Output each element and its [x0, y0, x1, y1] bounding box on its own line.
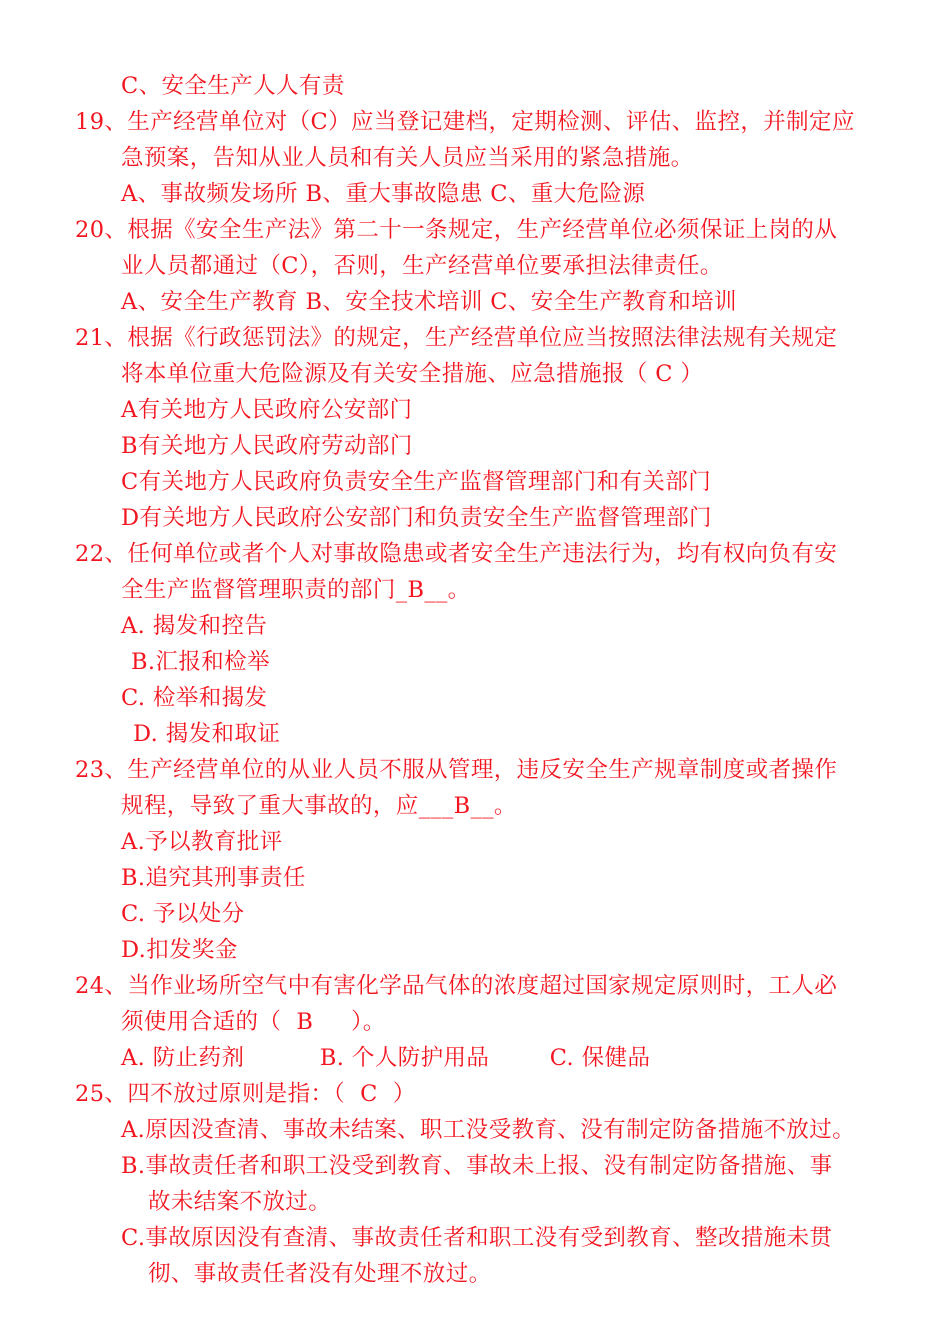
- question-21-text: 21、根据《行政惩罚法》的规定，生产经营单位应当按照法律法规有关规定: [75, 325, 838, 351]
- question-25-option-c-cont: 彻、事故责任者没有处理不放过。: [148, 1261, 492, 1287]
- question-24-text-cont: 须使用合适的（ B ）。: [121, 1009, 386, 1035]
- question-25-option-b: B.事故责任者和职工没受到教育、事故未上报、没有制定防备措施、事: [121, 1153, 833, 1179]
- question-23-option-c: C. 予以处分: [121, 901, 245, 927]
- question-22-option-c: C. 检举和揭发: [121, 685, 268, 711]
- question-19-text-cont: 急预案，告知从业人员和有关人员应当采用的紧急措施。: [121, 145, 694, 171]
- question-25-option-b-cont: 故未结案不放过。: [148, 1189, 332, 1215]
- question-24-options: A. 防止药剂 B. 个人防护用品 C. 保健品: [121, 1045, 651, 1071]
- question-22-text: 22、任何单位或者个人对事故隐患或者安全生产违法行为，均有权向负有安: [75, 541, 838, 567]
- question-20-options: A、安全生产教育 B、安全技术培训 C、安全生产教育和培训: [121, 289, 737, 315]
- question-20-text: 20、根据《安全生产法》第二十一条规定，生产经营单位必须保证上岗的从: [75, 217, 838, 243]
- question-21-option-d: D有关地方人民政府公安部门和负责安全生产监督管理部门: [121, 505, 712, 531]
- question-23-option-d: D.扣发奖金: [121, 937, 238, 963]
- question-25-option-c: C.事故原因没有查清、事故责任者和职工没有受到教育、整改措施未贯: [121, 1225, 833, 1251]
- question-19-options: A、事故频发场所 B、重大事故隐患 C、重大危险源: [121, 181, 646, 207]
- question-22-text-cont: 全生产监督管理职责的部门_B__。: [121, 577, 471, 603]
- question-19-text: 19、生产经营单位对（C）应当登记建档，定期检测、评估、监控，并制定应: [75, 109, 855, 135]
- question-21-option-c: C有关地方人民政府负责安全生产监督管理部门和有关部门: [121, 469, 712, 495]
- question-22-option-d: D. 揭发和取证: [133, 721, 281, 747]
- question-22-option-a: A. 揭发和控告: [121, 613, 268, 639]
- question-25-text: 25、四不放过原则是指：（ C ）: [75, 1081, 416, 1107]
- question-25-option-a: A.原因没查清、事故未结案、职工没受教育、没有制定防备措施不放过。: [121, 1117, 856, 1143]
- question-23-text: 23、生产经营单位的从业人员不服从管理，违反安全生产规章制度或者操作: [75, 757, 838, 783]
- question-21-option-b: B有关地方人民政府劳动部门: [121, 433, 413, 459]
- question-23-text-cont: 规程，导致了重大事故的，应___B__。: [121, 793, 517, 819]
- question-21-text-cont: 将本单位重大危险源及有关安全措施、应急措施报（ C ）: [121, 361, 704, 387]
- question-21-option-a: A有关地方人民政府公安部门: [121, 397, 413, 423]
- option-line: C、安全生产人人有责: [121, 73, 345, 99]
- question-20-text-cont: 业人员都通过（C），否则，生产经营单位要承担法律责任。: [121, 253, 723, 279]
- question-23-option-b: B.追究其刑事责任: [121, 865, 306, 891]
- question-23-option-a: A.予以教育批评: [121, 829, 283, 855]
- question-22-option-b: B.汇报和检举: [131, 649, 270, 675]
- question-24-text: 24、当作业场所空气中有害化学品气体的浓度超过国家规定原则时，工人必: [75, 973, 838, 999]
